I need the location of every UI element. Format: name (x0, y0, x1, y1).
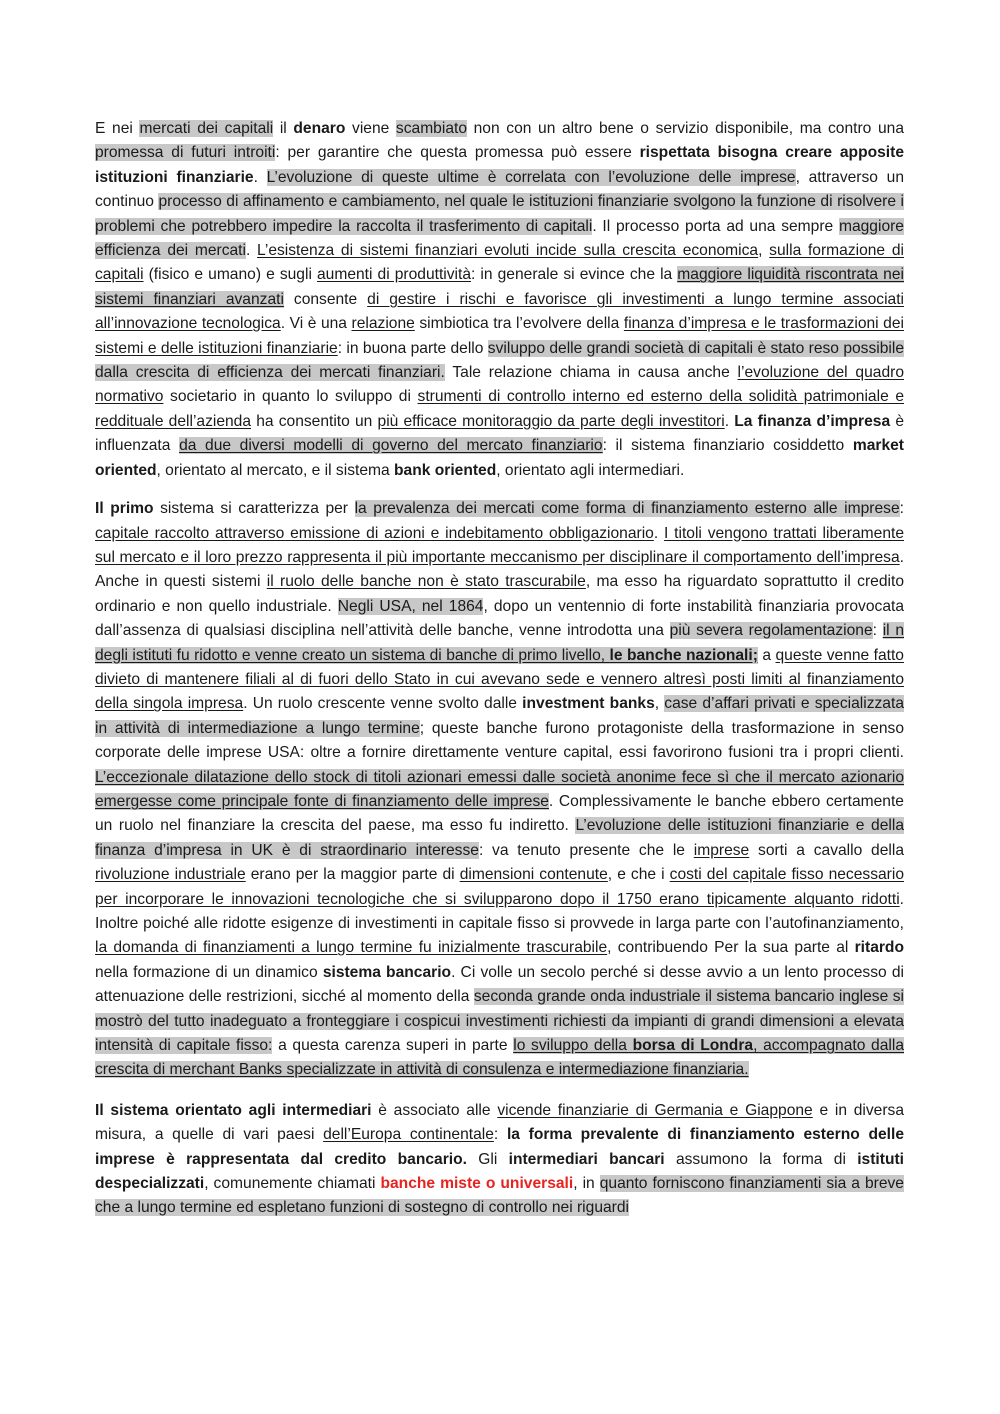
text-run: Il sistema orientato agli intermediari (95, 1101, 372, 1119)
text-run: : in buona parte dello (337, 339, 488, 357)
text-run: processo di affinamento e cambiamento, nel quale le istituzioni finanziarie svolgono la funzione di risolvere i problemi che potrebbero impedire la raccolta il trasferimento di capitali (95, 193, 904, 235)
text-run: queste venne fatto divieto di mantenere filiali al di fuori dello Stato in cui avevano sede e vennero altresì posti limiti al finanziamento della singola impresa (95, 646, 904, 713)
text-run: seconda grande onda industriale il sistema bancario inglese si mostrò del tutto inadeguato a fronteggiare i cospicui investimenti richiesti da impianti di grandi dimensioni a elevata intensità di capitale fisso: (95, 988, 905, 1055)
text-run: Tale relazione chiama in causa anche (444, 364, 738, 382)
text-run: investment banks (522, 695, 655, 713)
text-run: da due diversi modelli di governo del mercato finanziario (179, 437, 603, 455)
text-run: borsa di Londra (632, 1037, 754, 1055)
text-run: dell’Europa continentale (323, 1126, 494, 1144)
text-run: , dopo un ventennio di forte instabilità finanziaria provocata dall’assenza di qualsiasi disciplina nell’attività delle banche, venne introdotta una (95, 597, 904, 640)
text-run: intermediari bancari (508, 1150, 665, 1168)
text-run: sulla formazione di capitali (95, 242, 904, 284)
text-run: . (245, 242, 258, 260)
text-run: scambiato (395, 120, 467, 137)
text-run: societario in quanto lo sviluppo di (163, 388, 418, 406)
text-run: strumenti di controllo interno ed esterno della solidità patrimoniale e reddituale dell’azienda (95, 388, 904, 430)
text-run: bank oriented (394, 461, 497, 479)
text-run: dimensioni contenute (459, 866, 608, 884)
text-run: vicende finanziarie di Germania e Giappone (497, 1101, 813, 1119)
text-run: La finanza d’impresa (734, 412, 891, 430)
text-run: è associato alle (371, 1101, 498, 1119)
text-run: , comunemente chiamati (204, 1175, 381, 1193)
text-run: rispettata bisogna creare apposite istituzioni finanziarie (95, 144, 904, 186)
text-run: viene (345, 120, 396, 137)
text-run: erano per la maggior parte di (245, 866, 460, 884)
text-run: L’esistenza di sistemi finanziari evoluti incide sulla crescita economica (257, 242, 759, 260)
text-run: L’evoluzione delle istituzioni finanziarie e della finanza d’impresa in UK è di straordinario interesse (95, 817, 904, 859)
text-run: sorti a cavallo della (749, 841, 904, 859)
text-run: : (872, 622, 883, 640)
text-run: : in generale si evince che la (471, 266, 678, 284)
text-run: relazione (351, 315, 415, 333)
text-run: le banche nazionali; (609, 646, 758, 664)
text-run: , attraverso un continuo (95, 168, 904, 211)
text-run: maggiore liquidità riscontrata nei sistemi finanziari avanzati (95, 266, 904, 308)
paragraph-1 (95, 117, 904, 483)
text-run: sistema si caratterizza per (153, 500, 355, 518)
text-run: . Anche in questi sistemi (95, 548, 904, 591)
text-run: . (253, 168, 267, 186)
text-run: maggiore efficienza dei mercati (95, 217, 904, 260)
text-run: , orientato agli intermediari. (496, 461, 685, 479)
text-run: I titoli vengono trattati liberamente sul mercato e il loro prezzo rappresenta il più importante meccanismo per disciplinare il comportamento dell’impresa (95, 524, 904, 566)
text-run: di gestire i rischi e favorisce gli investimenti a lungo termine associati all’innovazione tecnologica (95, 290, 905, 333)
text-run: denaro (293, 120, 346, 137)
text-run: a (757, 646, 776, 664)
paragraph-2 (95, 497, 904, 1083)
paragraph-3 (95, 1099, 904, 1221)
text-run: : va tenuto presente che le (478, 841, 694, 859)
text-run: ha consentito un (251, 412, 378, 430)
text-run: il n degli istituti fu ridotto e venne creato un sistema di banche di primo livello, (95, 622, 904, 664)
text-run: case d’affari privati e specializzata in attività di intermediazione a lungo termine (95, 695, 904, 737)
text-run: L’eccezionale dilatazione dello stock di titoli azionari emessi dalle società anonime fece sì che il mercato azionario emergesse come principale fonte di finanziamento delle imprese (95, 768, 904, 810)
text-run: è influenzata (95, 412, 904, 455)
text-run: . Un ruolo crescente venne svolto dalle (243, 695, 523, 713)
text-run: . Complessivamente le banche ebbero certamente un ruolo nel finanziare la crescita del paese, ma esso fu indiretto. (95, 792, 904, 835)
text-run: : per garantire che questa promessa può essere (275, 144, 640, 162)
text-run: market oriented (95, 437, 904, 479)
text-run: nella formazione di un dinamico (95, 963, 323, 981)
document-page (95, 117, 904, 1235)
text-run: . Ci volle un secolo perché si desse avvio a un lento processo di attenuazione delle restrizioni, sicché al momento della (95, 963, 904, 1006)
text-run: rivoluzione industriale (95, 866, 246, 884)
text-run: ritardo (854, 939, 904, 957)
text-run: Negli USA, nel 1864 (337, 597, 484, 615)
text-run: : (493, 1126, 507, 1144)
text-run: sistema bancario (322, 963, 452, 981)
text-run: : (899, 500, 904, 518)
text-run: , (758, 242, 770, 260)
text-run: Il primo (95, 500, 154, 518)
text-run: : il sistema finanziario cosiddetto (602, 437, 853, 455)
text-run: finanza d’impresa e le trasformazioni dei sistemi e delle istituzioni finanziarie (95, 315, 904, 357)
text-run: banche miste o universali (380, 1175, 574, 1193)
text-run: la domanda di finanziamenti a lungo termine fu inizialmente trascurabile (95, 939, 608, 957)
text-run: . (653, 524, 665, 542)
text-run: e in diversa misura, a quelle di vari paesi (95, 1101, 905, 1144)
text-run: l’evoluzione del quadro normativo (95, 364, 904, 406)
text-run: , accompagnato dalla crescita di merchant Banks specializzate in attività di consulenza e intermediazione finanziaria. (95, 1037, 904, 1079)
text-run: più severa regolamentazione (669, 622, 873, 640)
text-run: imprese (693, 841, 750, 859)
text-run: costi del capitale fisso necessario per incorporare le innovazioni tecnologiche che si svilupparono dopo il 1750 erano tipicamente alquanto ridotti (95, 866, 904, 908)
text-run: quanto forniscono finanziamenti sia a breve che a lungo termine ed espletano funzioni di sostegno di controllo nei riguardi (95, 1175, 904, 1217)
text-run: , contribuendo Per la sua parte al (607, 939, 855, 957)
text-run: la forma prevalente di finanziamento esterno delle imprese è rappresentata dal credito bancario. (95, 1126, 904, 1168)
text-run: . (724, 412, 735, 430)
text-run: consente (283, 290, 368, 308)
text-run: mercati dei capitali (139, 120, 274, 137)
text-run: E nei (95, 120, 140, 137)
text-run: , orientato al mercato, e il sistema (156, 461, 394, 479)
text-run: sviluppo delle grandi società di capitali è stato reso possibile dalla crescita di efficienza dei mercati finanziari. (95, 339, 904, 382)
text-run: . Il processo porta ad una sempre (592, 217, 839, 235)
text-run: lo sviluppo della (513, 1037, 633, 1055)
text-run: capitale raccolto attraverso emissione di azioni e indebitamento obbligazionario (95, 524, 654, 542)
text-run: la prevalenza dei mercati come forma di finanziamento esterno alle imprese (354, 500, 900, 518)
text-run: più efficace monitoraggio da parte degli investitori (377, 412, 725, 430)
text-run: ; queste banche furono protagoniste della trasformazione in senso corporate delle imprese USA: oltre a fornire direttamente venture capital, essi favorirono fusioni tra i propri clienti. (95, 719, 904, 762)
text-run: , (654, 695, 665, 713)
text-run: Gli (466, 1150, 509, 1168)
text-run: L’evoluzione di queste ultime è correlata con l’evoluzione delle imprese (266, 168, 796, 186)
text-run: assumono la forma di (664, 1150, 858, 1168)
text-run: , in (573, 1175, 600, 1193)
text-run: aumenti di produttività (316, 266, 472, 284)
text-run: istituti despecializzati (95, 1150, 904, 1193)
text-run: simbiotica tra l’evolvere della (414, 315, 624, 333)
text-run: non con un altro bene o servizio disponibile, ma contro una (467, 120, 904, 137)
text-run: a questa carenza superi in parte (272, 1037, 514, 1055)
text-run: , e che i (607, 866, 670, 884)
text-run: . Inoltre poiché alle ridotte esigenze di investimenti in capitale fisso si provvede in larga parte con l’autofinanziamento, (95, 890, 904, 932)
text-run: (fisico e umano) e sugli (143, 266, 317, 284)
text-run: il ruolo delle banche non è stato trascurabile (266, 573, 586, 591)
text-run: il (273, 120, 294, 137)
text-run: promessa di futuri introiti (95, 144, 276, 162)
text-run: . Vi è una (280, 315, 352, 333)
text-run: , ma esso ha riguardato soprattutto il credito ordinario e non quello industriale. (95, 573, 904, 615)
